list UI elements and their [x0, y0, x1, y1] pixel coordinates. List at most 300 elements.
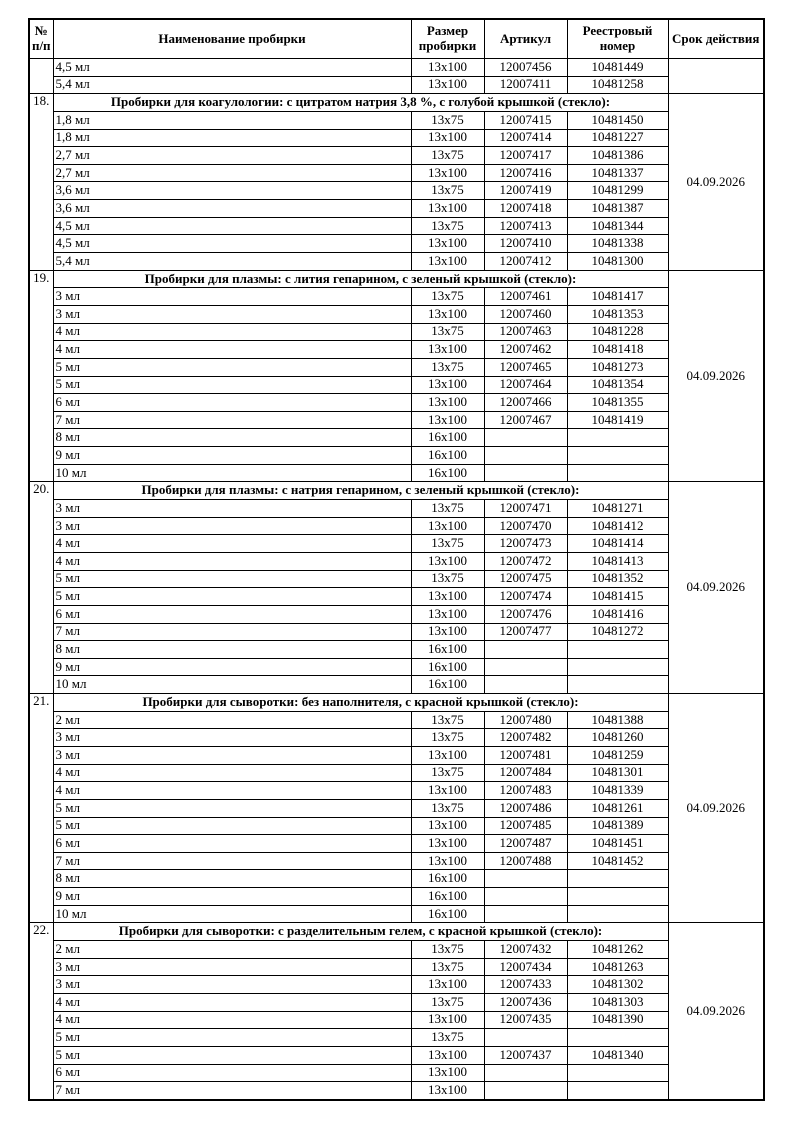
table-row: [29, 447, 764, 465]
article-cell: 12007475: [484, 570, 567, 588]
article-cell: 12007484: [484, 764, 567, 782]
tube-volume-cell: 5 мл: [53, 1046, 411, 1064]
tube-size-cell: 13x100: [411, 588, 484, 606]
tube-volume-cell: 5 мл: [53, 799, 411, 817]
registry-number-cell: 10481272: [567, 623, 668, 641]
table-row: [29, 746, 764, 764]
section-title-cell: Пробирки для сыворотки: без наполнителя, с красной крышкой (стекло):: [53, 694, 668, 712]
tube-size-cell: 13x100: [411, 1082, 484, 1100]
article-cell: 12007411: [484, 76, 567, 94]
registry-number-cell: [567, 641, 668, 659]
tube-size-cell: 13x75: [411, 764, 484, 782]
table-row: [29, 1064, 764, 1082]
table-row: [29, 429, 764, 447]
article-cell: 12007463: [484, 323, 567, 341]
tube-volume-cell: 3 мл: [53, 729, 411, 747]
table-row: [29, 1011, 764, 1029]
tube-volume-cell: 7 мл: [53, 852, 411, 870]
tube-volume-cell: 2,7 мл: [53, 147, 411, 165]
tube-size-cell: 13x100: [411, 200, 484, 218]
registry-number-cell: [567, 888, 668, 906]
article-cell: 12007471: [484, 500, 567, 518]
registry-number-cell: 10481353: [567, 305, 668, 323]
tube-size-cell: 16x100: [411, 870, 484, 888]
table-row: [29, 870, 764, 888]
tube-volume-cell: 6 мл: [53, 605, 411, 623]
table-row: [29, 588, 764, 606]
tube-volume-cell: 2 мл: [53, 711, 411, 729]
article-cell: 12007467: [484, 411, 567, 429]
tube-size-cell: 16x100: [411, 905, 484, 923]
article-cell: 12007477: [484, 623, 567, 641]
table-row: [29, 570, 764, 588]
tube-volume-cell: 4 мл: [53, 323, 411, 341]
section-title-cell: Пробирки для плазмы: с натрия гепарином, с зеленый крышкой (стекло):: [53, 482, 668, 500]
registry-number-cell: 10481449: [567, 59, 668, 77]
table-row: [29, 976, 764, 994]
table-row: [29, 59, 764, 77]
section-title-cell: Пробирки для плазмы: с лития гепарином, с зеленый крышкой (стекло):: [53, 270, 668, 288]
registry-number-cell: 10481387: [567, 200, 668, 218]
tube-volume-cell: 5 мл: [53, 358, 411, 376]
tube-size-cell: 13x100: [411, 782, 484, 800]
tube-volume-cell: 10 мл: [53, 905, 411, 923]
section-title-cell: Пробирки для сыворотки: с разделительным гелем, с красной крышкой (стекло):: [53, 923, 668, 941]
table-row: [29, 1029, 764, 1047]
tube-size-cell: 13x100: [411, 411, 484, 429]
registry-number-cell: 10481339: [567, 782, 668, 800]
registry-number-cell: 10481352: [567, 570, 668, 588]
tube-size-cell: 13x75: [411, 711, 484, 729]
tube-volume-cell: 7 мл: [53, 411, 411, 429]
tube-volume-cell: 3 мл: [53, 746, 411, 764]
tube-size-cell: 13x100: [411, 76, 484, 94]
article-cell: 12007419: [484, 182, 567, 200]
article-cell: 12007485: [484, 817, 567, 835]
tube-volume-cell: 1,8 мл: [53, 111, 411, 129]
tube-size-cell: 13x100: [411, 341, 484, 359]
tube-volume-cell: 4 мл: [53, 535, 411, 553]
article-cell: [484, 870, 567, 888]
column-header-registry: Реестровый номер: [567, 19, 668, 59]
table-row: [29, 641, 764, 659]
tube-size-cell: 16x100: [411, 641, 484, 659]
article-cell: [484, 1029, 567, 1047]
tube-volume-cell: 9 мл: [53, 658, 411, 676]
table-row: [29, 1046, 764, 1064]
table-row: [29, 623, 764, 641]
tube-size-cell: 13x100: [411, 129, 484, 147]
registry-number-cell: 10481271: [567, 500, 668, 518]
table-row: [29, 76, 764, 94]
tube-size-cell: 13x75: [411, 941, 484, 959]
tube-size-cell: 16x100: [411, 658, 484, 676]
tube-size-cell: 13x100: [411, 746, 484, 764]
table-row: [29, 605, 764, 623]
table-row: [29, 658, 764, 676]
tube-volume-cell: 2,7 мл: [53, 164, 411, 182]
tube-size-cell: 13x75: [411, 1029, 484, 1047]
tube-size-cell: 13x100: [411, 517, 484, 535]
article-cell: 12007482: [484, 729, 567, 747]
tube-volume-cell: 10 мл: [53, 464, 411, 482]
tube-volume-cell: 2 мл: [53, 941, 411, 959]
article-cell: [484, 676, 567, 694]
tube-volume-cell: 4 мл: [53, 552, 411, 570]
registry-number-cell: 10481389: [567, 817, 668, 835]
registry-number-cell: 10481354: [567, 376, 668, 394]
tube-size-cell: 13x100: [411, 835, 484, 853]
registry-number-cell: 10481412: [567, 517, 668, 535]
table-row: [29, 888, 764, 906]
registry-number-cell: 10481450: [567, 111, 668, 129]
tube-volume-cell: 1,8 мл: [53, 129, 411, 147]
article-cell: [484, 464, 567, 482]
tube-volume-cell: 10 мл: [53, 676, 411, 694]
tube-size-cell: 13x100: [411, 623, 484, 641]
table-row: [29, 711, 764, 729]
tube-registry-table: [28, 18, 765, 1101]
registry-number-cell: 10481303: [567, 993, 668, 1011]
tube-size-cell: 13x75: [411, 147, 484, 165]
tube-volume-cell: 4,5 мл: [53, 59, 411, 77]
section-header-row: [29, 923, 764, 941]
registry-number-cell: [567, 676, 668, 694]
tube-size-cell: 16x100: [411, 464, 484, 482]
registry-number-cell: 10481355: [567, 394, 668, 412]
registry-number-cell: 10481451: [567, 835, 668, 853]
tube-size-cell: 13x75: [411, 111, 484, 129]
registry-number-cell: 10481414: [567, 535, 668, 553]
tube-volume-cell: 4,5 мл: [53, 217, 411, 235]
section-header-row: [29, 694, 764, 712]
table-row: [29, 323, 764, 341]
table-row: [29, 552, 764, 570]
term-cell: 04.09.2026: [668, 94, 764, 270]
table-header-row: [29, 19, 764, 59]
section-title-cell: Пробирки для коагулологии: с цитратом натрия 3,8 %, с голубой крышкой (стекло):: [53, 94, 668, 112]
article-cell: 12007461: [484, 288, 567, 306]
article-cell: [484, 1064, 567, 1082]
tube-size-cell: 13x75: [411, 570, 484, 588]
tube-size-cell: 16x100: [411, 429, 484, 447]
registry-number-cell: 10481263: [567, 958, 668, 976]
table-row: [29, 288, 764, 306]
table-row: [29, 835, 764, 853]
tube-volume-cell: 6 мл: [53, 1064, 411, 1082]
tube-volume-cell: 5 мл: [53, 570, 411, 588]
table-row: [29, 729, 764, 747]
tube-size-cell: 13x75: [411, 993, 484, 1011]
registry-number-cell: 10481273: [567, 358, 668, 376]
table-row: [29, 852, 764, 870]
tube-volume-cell: 3,6 мл: [53, 182, 411, 200]
column-header-size: Размер пробирки: [411, 19, 484, 59]
article-cell: 12007413: [484, 217, 567, 235]
tube-size-cell: 13x75: [411, 323, 484, 341]
article-cell: 12007470: [484, 517, 567, 535]
tube-volume-cell: 8 мл: [53, 870, 411, 888]
article-cell: 12007460: [484, 305, 567, 323]
tube-size-cell: 13x75: [411, 535, 484, 553]
registry-number-cell: [567, 658, 668, 676]
tube-volume-cell: 7 мл: [53, 623, 411, 641]
article-cell: 12007432: [484, 941, 567, 959]
tube-size-cell: 13x100: [411, 1064, 484, 1082]
tube-size-cell: 13x100: [411, 305, 484, 323]
registry-number-cell: 10481419: [567, 411, 668, 429]
section-num-cell: 18.: [29, 94, 53, 270]
registry-number-cell: 10481300: [567, 253, 668, 271]
registry-number-cell: [567, 447, 668, 465]
registry-number-cell: 10481418: [567, 341, 668, 359]
tube-volume-cell: 4 мл: [53, 1011, 411, 1029]
tube-volume-cell: 3 мл: [53, 976, 411, 994]
registry-number-cell: [567, 429, 668, 447]
article-cell: 12007488: [484, 852, 567, 870]
tube-volume-cell: 5 мл: [53, 376, 411, 394]
table-row: [29, 941, 764, 959]
tube-volume-cell: 3 мл: [53, 517, 411, 535]
term-cell: 04.09.2026: [668, 694, 764, 923]
registry-number-cell: 10481228: [567, 323, 668, 341]
tube-size-cell: 13x100: [411, 394, 484, 412]
article-cell: 12007481: [484, 746, 567, 764]
tube-volume-cell: 6 мл: [53, 835, 411, 853]
article-cell: 12007435: [484, 1011, 567, 1029]
article-cell: 12007418: [484, 200, 567, 218]
tube-volume-cell: 5,4 мл: [53, 253, 411, 271]
table-row: [29, 782, 764, 800]
table-row: [29, 129, 764, 147]
registry-number-cell: [567, 1082, 668, 1100]
tube-volume-cell: 9 мл: [53, 888, 411, 906]
article-cell: 12007436: [484, 993, 567, 1011]
tube-volume-cell: 5 мл: [53, 1029, 411, 1047]
tube-size-cell: 13x75: [411, 288, 484, 306]
registry-number-cell: [567, 870, 668, 888]
tube-size-cell: 13x100: [411, 817, 484, 835]
registry-number-cell: 10481302: [567, 976, 668, 994]
registry-number-cell: 10481337: [567, 164, 668, 182]
tube-volume-cell: 3 мл: [53, 500, 411, 518]
tube-volume-cell: 9 мл: [53, 447, 411, 465]
registry-number-cell: 10481415: [567, 588, 668, 606]
column-header-article: Артикул: [484, 19, 567, 59]
article-cell: 12007464: [484, 376, 567, 394]
tube-volume-cell: 4,5 мл: [53, 235, 411, 253]
table-row: [29, 341, 764, 359]
table-row: [29, 411, 764, 429]
table-row: [29, 1082, 764, 1100]
registry-number-cell: [567, 464, 668, 482]
section-num-cell: [29, 59, 53, 94]
tube-size-cell: 13x100: [411, 376, 484, 394]
tube-size-cell: 16x100: [411, 676, 484, 694]
article-cell: [484, 888, 567, 906]
tube-size-cell: 13x100: [411, 235, 484, 253]
registry-number-cell: 10481344: [567, 217, 668, 235]
table-row: [29, 182, 764, 200]
tube-size-cell: 13x100: [411, 605, 484, 623]
registry-number-cell: 10481417: [567, 288, 668, 306]
section-header-row: [29, 94, 764, 112]
tube-size-cell: 13x75: [411, 500, 484, 518]
table-row: [29, 358, 764, 376]
registry-number-cell: 10481452: [567, 852, 668, 870]
tube-volume-cell: 8 мл: [53, 641, 411, 659]
table-row: [29, 394, 764, 412]
article-cell: [484, 429, 567, 447]
tube-volume-cell: 3 мл: [53, 305, 411, 323]
tube-size-cell: 13x100: [411, 59, 484, 77]
registry-number-cell: 10481258: [567, 76, 668, 94]
section-header-row: [29, 270, 764, 288]
article-cell: 12007483: [484, 782, 567, 800]
registry-number-cell: 10481227: [567, 129, 668, 147]
registry-number-cell: 10481301: [567, 764, 668, 782]
article-cell: 12007456: [484, 59, 567, 77]
registry-number-cell: 10481390: [567, 1011, 668, 1029]
column-header-term: Срок действия: [668, 19, 764, 59]
tube-size-cell: 13x100: [411, 852, 484, 870]
tube-volume-cell: 4 мл: [53, 764, 411, 782]
table-row: [29, 500, 764, 518]
table-row: [29, 253, 764, 271]
table-row: [29, 958, 764, 976]
article-cell: 12007487: [484, 835, 567, 853]
tube-volume-cell: 8 мл: [53, 429, 411, 447]
table-row: [29, 464, 764, 482]
table-row: [29, 817, 764, 835]
tube-volume-cell: 3 мл: [53, 958, 411, 976]
tube-volume-cell: 5,4 мл: [53, 76, 411, 94]
article-cell: 12007437: [484, 1046, 567, 1064]
tube-volume-cell: 5 мл: [53, 817, 411, 835]
tube-size-cell: 13x100: [411, 164, 484, 182]
table-row: [29, 764, 764, 782]
table-row: [29, 799, 764, 817]
column-header-name: Наименование пробирки: [53, 19, 411, 59]
article-cell: [484, 905, 567, 923]
article-cell: 12007473: [484, 535, 567, 553]
tube-size-cell: 13x100: [411, 1046, 484, 1064]
tube-volume-cell: 4 мл: [53, 782, 411, 800]
registry-number-cell: 10481416: [567, 605, 668, 623]
article-cell: 12007412: [484, 253, 567, 271]
term-cell: 04.09.2026: [668, 923, 764, 1100]
registry-number-cell: [567, 1029, 668, 1047]
term-cell: 04.09.2026: [668, 482, 764, 694]
column-header-num: № п/п: [29, 19, 53, 59]
tube-size-cell: 13x100: [411, 253, 484, 271]
tube-size-cell: 16x100: [411, 447, 484, 465]
article-cell: [484, 641, 567, 659]
table-row: [29, 305, 764, 323]
tube-volume-cell: 5 мл: [53, 588, 411, 606]
tube-size-cell: 13x75: [411, 358, 484, 376]
tube-volume-cell: 3,6 мл: [53, 200, 411, 218]
registry-number-cell: 10481388: [567, 711, 668, 729]
term-cell: [668, 59, 764, 94]
registry-number-cell: 10481340: [567, 1046, 668, 1064]
article-cell: 12007465: [484, 358, 567, 376]
tube-size-cell: 13x75: [411, 182, 484, 200]
registry-number-cell: 10481260: [567, 729, 668, 747]
article-cell: 12007472: [484, 552, 567, 570]
registry-number-cell: [567, 905, 668, 923]
tube-size-cell: 13x75: [411, 799, 484, 817]
tube-volume-cell: 4 мл: [53, 993, 411, 1011]
table-row: [29, 905, 764, 923]
tube-volume-cell: 4 мл: [53, 341, 411, 359]
term-cell: 04.09.2026: [668, 270, 764, 482]
table-row: [29, 676, 764, 694]
registry-number-cell: 10481338: [567, 235, 668, 253]
article-cell: 12007434: [484, 958, 567, 976]
tube-volume-cell: 7 мл: [53, 1082, 411, 1100]
table-row: [29, 517, 764, 535]
table-row: [29, 993, 764, 1011]
tube-volume-cell: 6 мл: [53, 394, 411, 412]
tube-volume-cell: 3 мл: [53, 288, 411, 306]
registry-number-cell: [567, 1064, 668, 1082]
section-num-cell: 20.: [29, 482, 53, 694]
section-num-cell: 21.: [29, 694, 53, 923]
article-cell: [484, 447, 567, 465]
tube-size-cell: 13x75: [411, 958, 484, 976]
table-row: [29, 535, 764, 553]
table-body: [29, 59, 764, 1100]
section-num-cell: 19.: [29, 270, 53, 482]
table-row: [29, 376, 764, 394]
article-cell: 12007466: [484, 394, 567, 412]
tube-size-cell: 13x100: [411, 1011, 484, 1029]
table-row: [29, 147, 764, 165]
table-row: [29, 217, 764, 235]
registry-number-cell: 10481386: [567, 147, 668, 165]
article-cell: [484, 658, 567, 676]
article-cell: 12007474: [484, 588, 567, 606]
section-num-cell: 22.: [29, 923, 53, 1100]
article-cell: 12007433: [484, 976, 567, 994]
section-header-row: [29, 482, 764, 500]
table-row: [29, 164, 764, 182]
article-cell: 12007486: [484, 799, 567, 817]
article-cell: 12007414: [484, 129, 567, 147]
article-cell: 12007417: [484, 147, 567, 165]
tube-size-cell: 13x75: [411, 217, 484, 235]
article-cell: 12007476: [484, 605, 567, 623]
tube-size-cell: 13x100: [411, 552, 484, 570]
registry-number-cell: 10481299: [567, 182, 668, 200]
article-cell: 12007415: [484, 111, 567, 129]
article-cell: 12007462: [484, 341, 567, 359]
article-cell: 12007416: [484, 164, 567, 182]
table-row: [29, 111, 764, 129]
registry-number-cell: 10481262: [567, 941, 668, 959]
tube-size-cell: 16x100: [411, 888, 484, 906]
registry-number-cell: 10481413: [567, 552, 668, 570]
table-row: [29, 200, 764, 218]
article-cell: 12007480: [484, 711, 567, 729]
article-cell: [484, 1082, 567, 1100]
tube-size-cell: 13x100: [411, 976, 484, 994]
registry-number-cell: 10481261: [567, 799, 668, 817]
table-row: [29, 235, 764, 253]
tube-size-cell: 13x75: [411, 729, 484, 747]
article-cell: 12007410: [484, 235, 567, 253]
